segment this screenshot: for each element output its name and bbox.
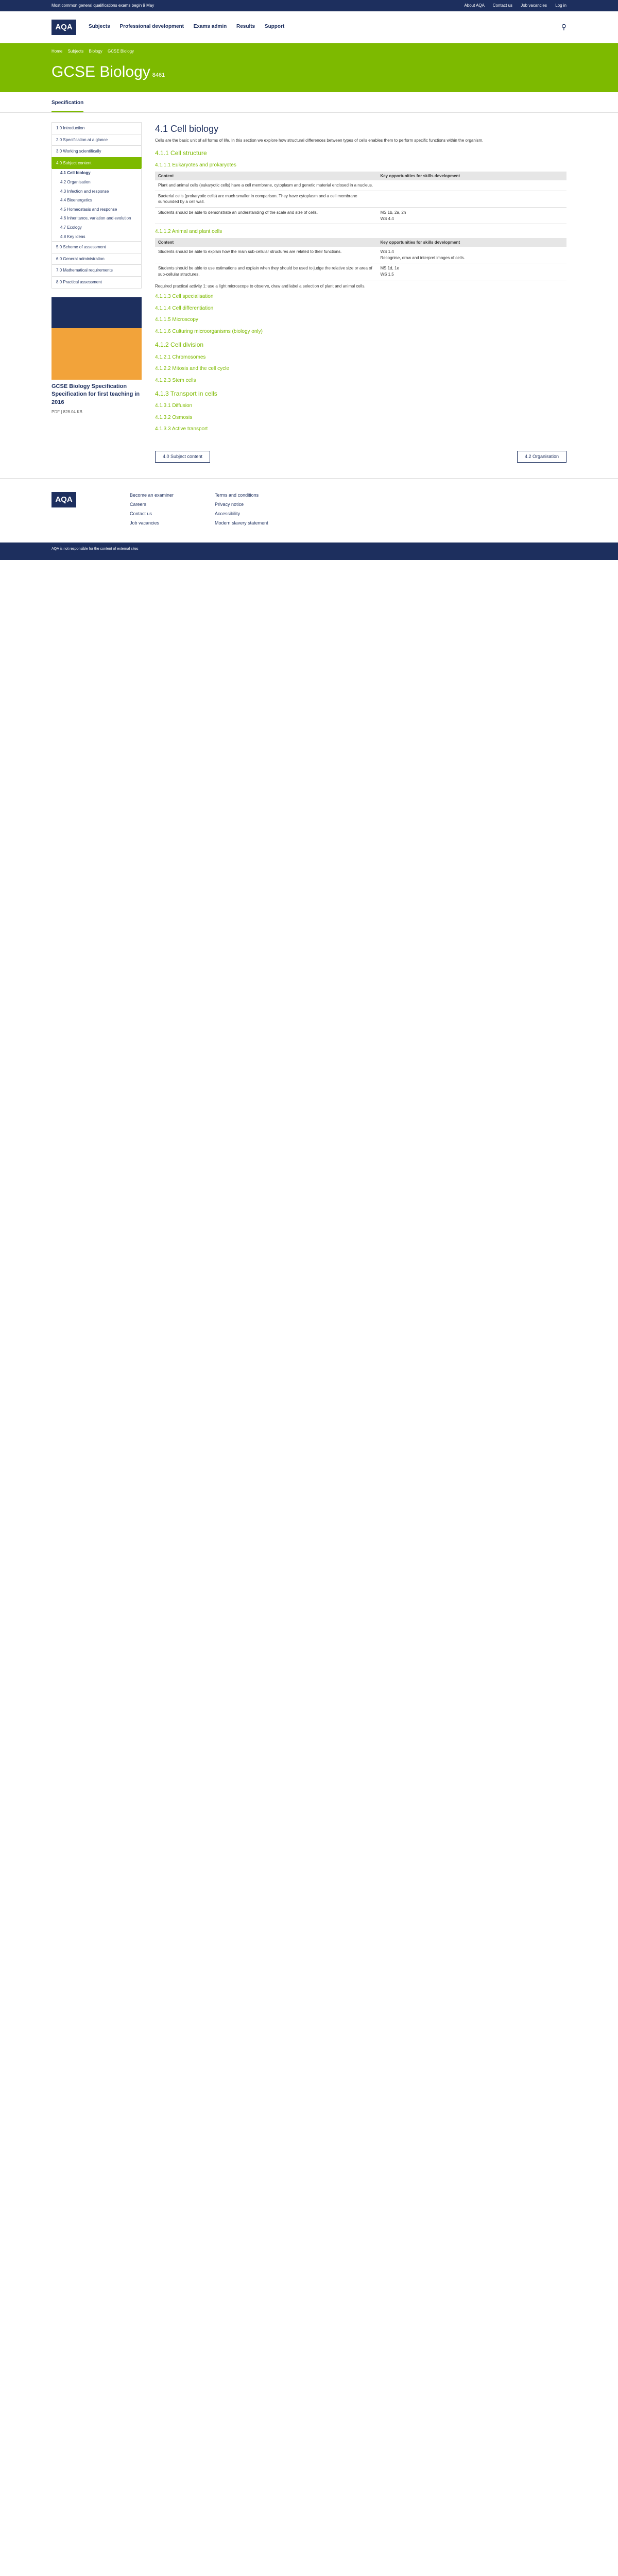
sidebar-item[interactable]: 2.0 Specification at a glance	[52, 134, 142, 146]
topic-heading: 4.1.3.1 Diffusion	[155, 403, 193, 409]
spec-cover-image[interactable]	[52, 297, 142, 380]
footer-link[interactable]: Privacy notice	[215, 502, 244, 507]
cell: Students should be able to demonstrate an understanding of the scale and size of cells.	[155, 207, 377, 224]
topic-heading: 4.1.1.1 Eukaryotes and prokaryotes	[155, 162, 236, 168]
cell: WS 1.4 Recognise, draw and interpret images of cells.	[377, 247, 566, 263]
topic-heading: 4.1.3.3 Active transport	[155, 426, 208, 432]
main-nav	[89, 23, 293, 31]
copyright-bar: AQA is not responsible for the content of external sites	[0, 543, 618, 560]
sidebar-sub[interactable]: 4.4 Bioenergetics	[52, 196, 142, 205]
breadcrumb	[52, 48, 566, 55]
exam-notice[interactable]: Most common general qualifications exams begin 9 May	[52, 3, 154, 8]
sidebar-sub[interactable]: 4.5 Homeostasis and response	[52, 205, 142, 214]
topic-heading: 4.1.3.2 Osmosis	[155, 414, 193, 420]
prev-button[interactable]: 4.0 Subject content	[155, 451, 210, 463]
spec-title[interactable]: GCSE Biology Specification Specification for first teaching in 2016	[52, 383, 140, 406]
page-hero	[0, 43, 618, 92]
sidebar-sub[interactable]: 4.1 Cell biology	[52, 168, 142, 178]
cell	[377, 180, 566, 191]
spec-download[interactable]	[52, 297, 142, 415]
pager	[0, 451, 618, 478]
breadcrumb-item[interactable]: Home	[52, 49, 63, 54]
intro-text: Cells are the basic unit of all forms of life. In this section we explore how structural differences between types of cells enables them to perform specific functions within the organism.	[155, 138, 484, 143]
aqa-logo[interactable]: AQA	[52, 20, 76, 35]
footer-col	[130, 492, 174, 529]
sidebar-item[interactable]: 3.0 Working scientifically	[52, 145, 142, 158]
sidebar-sub[interactable]: 4.3 Infection and response	[52, 187, 142, 196]
tab-specification[interactable]: Specification	[52, 95, 83, 113]
table-row	[155, 207, 566, 224]
cell: MS 1b, 2a, 2h WS 4.4	[377, 207, 566, 224]
sidebar-sub[interactable]: 4.8 Key ideas	[52, 232, 142, 242]
footer-link[interactable]: Contact us	[130, 511, 152, 517]
top-link[interactable]: Log in	[555, 3, 566, 8]
footer-link[interactable]: Accessibility	[215, 511, 241, 517]
col-header: Content	[155, 238, 377, 247]
footer-link[interactable]: Job vacancies	[130, 520, 160, 526]
topic-heading: 4.1.1.6 Culturing microorganisms (biology only)	[155, 328, 263, 334]
col-header: Content	[155, 172, 377, 181]
cell: Bacterial cells (prokaryotic cells) are much smaller in comparison. They have cytoplasm and a cell membrane surrounded by a cell wall.	[155, 191, 377, 207]
sidebar-sub[interactable]: 4.7 Ecology	[52, 223, 142, 232]
sidebar-item[interactable]: 8.0 Practical assessment	[52, 276, 142, 289]
topic-heading: 4.1.2.3 Stem cells	[155, 377, 196, 383]
table-row	[155, 191, 566, 207]
breadcrumb-item[interactable]: Subjects	[67, 49, 84, 54]
content-table	[155, 172, 566, 225]
nav-item[interactable]: Support	[264, 24, 285, 30]
footer-link[interactable]: Become an examiner	[130, 493, 174, 498]
site-header	[0, 11, 618, 43]
page-title-text: GCSE Biology	[52, 63, 150, 80]
nav-item[interactable]: Results	[236, 24, 255, 30]
topic-heading: 4.1.1.2 Animal and plant cells	[155, 229, 222, 235]
cell: Students should be able to explain how the main sub-cellular structures are related to their functions.	[155, 247, 377, 263]
topic-heading: 4.1.2.2 Mitosis and the cell cycle	[155, 366, 229, 372]
section-title: 4.1 Cell biology	[155, 124, 219, 134]
content-table	[155, 238, 566, 280]
table-row	[155, 263, 566, 280]
top-link[interactable]: Job vacancies	[521, 3, 547, 8]
sidebar-item[interactable]: 7.0 Mathematical requirements	[52, 264, 142, 277]
topic-heading: 4.1.2.1 Chromosomes	[155, 354, 206, 360]
footer	[0, 478, 618, 543]
spec-meta: PDF | 828.04 KB	[52, 410, 82, 415]
top-link[interactable]: About AQA	[464, 3, 485, 8]
cell: Plant and animal cells (eukaryotic cells) have a cell membrane, cytoplasm and genetic material enclosed in a nucleus.	[155, 180, 377, 191]
col-header: Key opportunities for skills development	[377, 172, 566, 181]
sidebar-item[interactable]: 5.0 Scheme of assessment	[52, 241, 142, 253]
nav-item[interactable]: Subjects	[89, 24, 110, 30]
sidebar-item[interactable]: 1.0 Introduction	[52, 122, 142, 134]
subsection-heading: 4.1.2 Cell division	[155, 341, 204, 349]
nav-item[interactable]: Professional development	[119, 24, 184, 30]
nav-item[interactable]: Exams admin	[193, 24, 227, 30]
cell: MS 1d, 1e WS 1.5	[377, 263, 566, 280]
topic-heading: 4.1.1.5 Microscopy	[155, 317, 198, 323]
topic-heading: 4.1.1.4 Cell differentiation	[155, 305, 214, 311]
sidebar-sub[interactable]: 4.6 Inheritance, variation and evolution	[52, 214, 142, 223]
top-link[interactable]: Contact us	[492, 3, 513, 8]
next-button[interactable]: 4.2 Organisation	[517, 451, 566, 463]
breadcrumb-item[interactable]: Biology	[89, 49, 102, 54]
table-row	[155, 180, 566, 191]
subsection-heading: 4.1.3 Transport in cells	[155, 390, 217, 398]
practical-note: Required practical activity 1: use a light microscope to observe, draw and label a selection of plant and animal cells.	[155, 283, 366, 289]
col-header: Key opportunities for skills development	[377, 238, 566, 247]
cell	[377, 191, 566, 207]
top-bar	[0, 0, 618, 11]
top-links	[457, 3, 566, 9]
subsection-heading: 4.1.1 Cell structure	[155, 149, 207, 157]
sidebar-item[interactable]: 6.0 General administration	[52, 253, 142, 265]
sidebar-item-active[interactable]: 4.0 Subject content	[52, 157, 142, 170]
footer-link[interactable]: Careers	[130, 502, 147, 507]
spec-code: 8461	[152, 72, 165, 78]
page-title	[52, 61, 566, 83]
footer-link[interactable]: Terms and conditions	[215, 493, 259, 498]
table-row	[155, 247, 566, 263]
footer-col	[215, 492, 268, 529]
footer-link[interactable]: Modern slavery statement	[215, 520, 268, 526]
tab-bar	[0, 92, 618, 113]
breadcrumb-item[interactable]: GCSE Biology	[107, 49, 134, 54]
sidebar-sub[interactable]: 4.2 Organisation	[52, 178, 142, 187]
sidebar	[52, 122, 142, 435]
search-icon[interactable]: ⚲	[561, 23, 566, 31]
topic-heading: 4.1.1.3 Cell specialisation	[155, 294, 214, 300]
footer-logo[interactable]: AQA	[52, 492, 76, 507]
cell: Students should be able to use estimations and explain when they should be used to judge the relative size or area of sub-cellular structures.	[155, 263, 377, 280]
content	[155, 122, 566, 435]
